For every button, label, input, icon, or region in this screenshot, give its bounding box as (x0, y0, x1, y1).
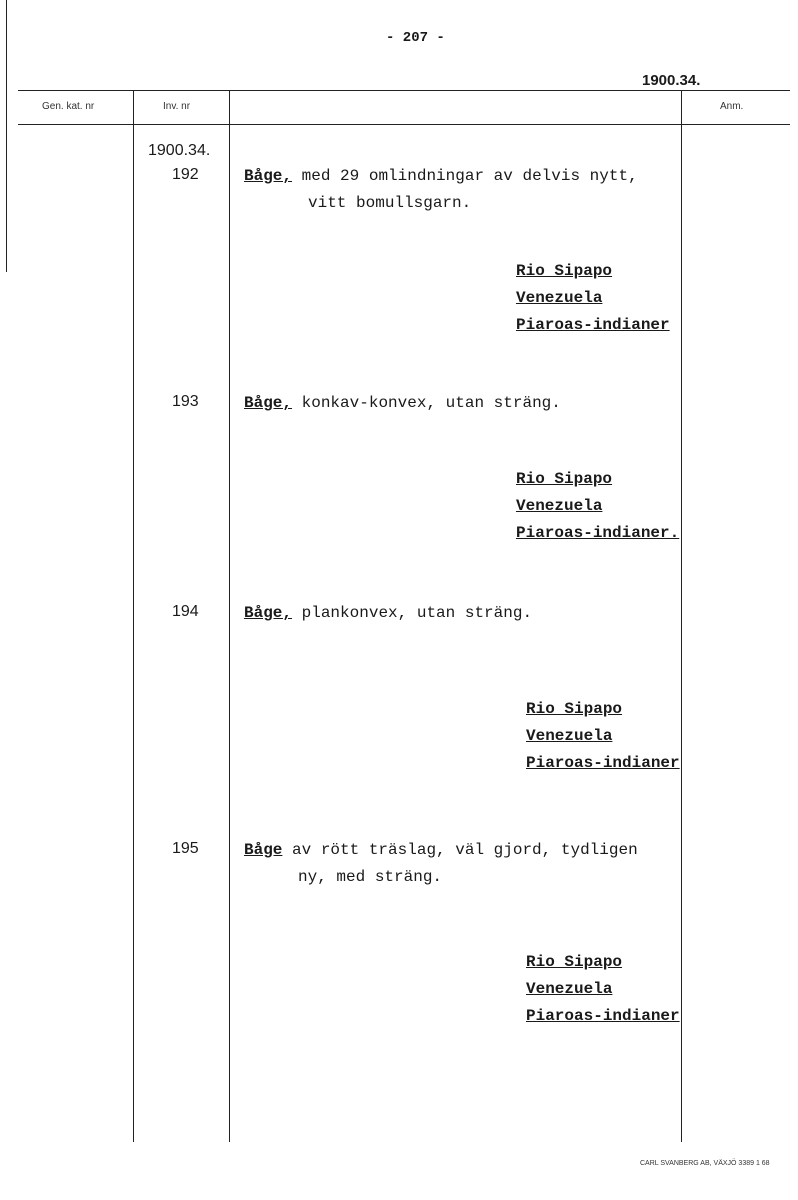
inv-number: 194 (172, 603, 199, 620)
page-number: - 207 - (386, 30, 445, 46)
entry-text-line1: plankonvex, utan sträng. (301, 604, 533, 622)
inv-number: 192 (172, 166, 199, 183)
entry-text-line2: ny, med sträng. (298, 868, 443, 886)
column-header-gen-kat: Gen. kat. nr (42, 101, 95, 112)
year-code: 1900.34. (642, 72, 701, 89)
entry-keyword: Båge, (244, 394, 293, 412)
left-margin-line (6, 0, 7, 272)
column-header-inv: Inv. nr (163, 101, 191, 112)
location-people: Piaroas-indianer. (516, 524, 680, 542)
entry-location (526, 696, 680, 777)
entry-location (526, 949, 680, 1030)
location-river: Rio Sipapo (516, 470, 613, 488)
column-divider-inv (229, 90, 230, 1142)
location-people: Piaroas-indianer (526, 1007, 680, 1025)
inv-number: 193 (172, 393, 199, 410)
entry-keyword: Båge, (244, 604, 293, 622)
location-river: Rio Sipapo (526, 953, 623, 971)
entry-keyword: Båge (244, 841, 283, 859)
entry-description (244, 390, 561, 417)
column-divider-gen-kat (133, 90, 134, 1142)
entry-text-line1: av rött träslag, väl gjord, tydligen (292, 841, 638, 859)
location-people: Piaroas-indianer (516, 316, 670, 334)
entry-description (244, 600, 532, 627)
entry-text-line1: med 29 omlindningar av delvis nytt, (301, 167, 638, 185)
column-divider-anm (681, 90, 682, 1142)
entry-location (516, 258, 670, 339)
entry-text-line1: konkav-konvex, utan sträng. (301, 394, 561, 412)
column-header-anm: Anm. (720, 101, 744, 112)
inv-number: 195 (172, 840, 199, 857)
entry-location (516, 466, 679, 547)
entry-text-line2: vitt bomullsgarn. (308, 194, 472, 212)
location-people: Piaroas-indianer (526, 754, 680, 772)
entry-keyword: Båge, (244, 167, 293, 185)
location-river: Rio Sipapo (526, 700, 623, 718)
series-label: 1900.34. (148, 142, 211, 159)
entry-description (244, 837, 638, 891)
location-country: Venezuela (516, 497, 603, 515)
location-country: Venezuela (526, 727, 613, 745)
entry-description (244, 163, 638, 217)
location-country: Venezuela (526, 980, 613, 998)
location-country: Venezuela (516, 289, 603, 307)
location-river: Rio Sipapo (516, 262, 613, 280)
printer-imprint: CARL SVANBERG AB, VÄXJÖ 3389 1 68 (640, 1160, 770, 1167)
